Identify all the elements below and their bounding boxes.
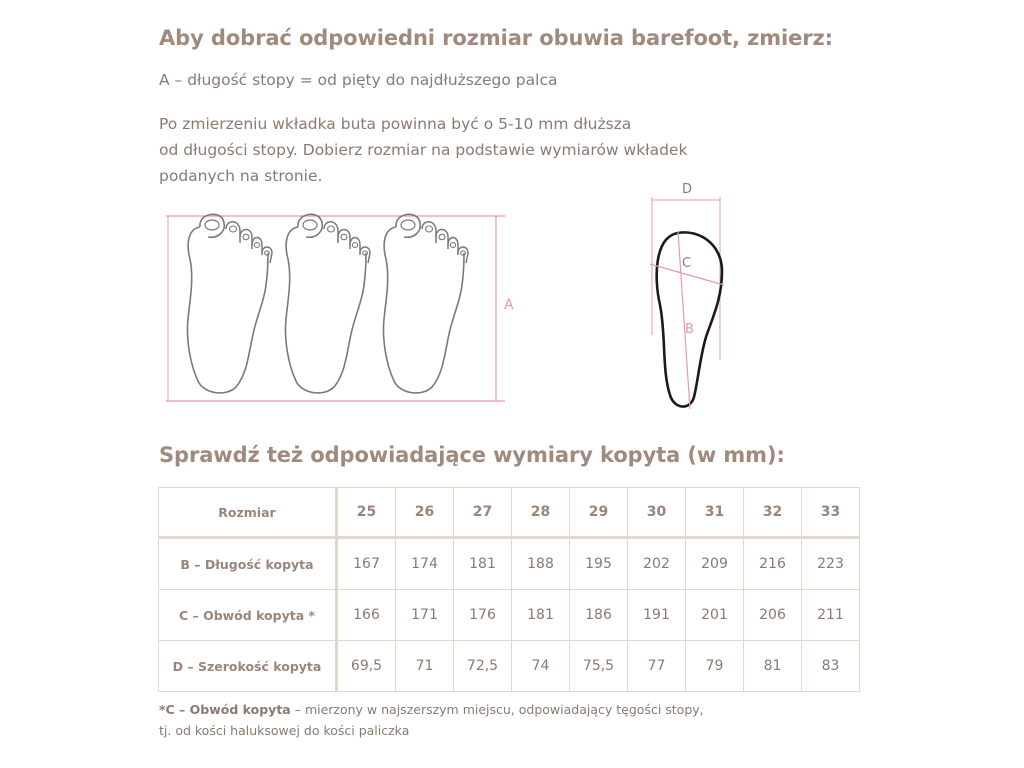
value-cell: 69,5 (337, 641, 396, 692)
table-row (159, 538, 860, 590)
table-heading: Sprawdź też odpowiadające wymiary kopyta (w mm): (159, 443, 785, 467)
value-cell: 174 (396, 538, 454, 590)
label-b: B (685, 322, 694, 337)
instruction-line: podanych na stronie. (159, 167, 323, 185)
value-cell: 181 (512, 590, 570, 641)
header-label: Rozmiar (159, 488, 337, 538)
value-cell: 206 (744, 590, 802, 641)
label-c: C (682, 256, 692, 271)
instruction-text (159, 111, 859, 189)
size-cell: 30 (628, 488, 686, 538)
foot-outline (187, 214, 272, 393)
size-cell: 31 (686, 488, 744, 538)
value-cell: 75,5 (570, 641, 628, 692)
size-cell: 33 (802, 488, 860, 538)
row-label: D – Szerokość kopyta (159, 641, 337, 692)
main-heading: Aby dobrać odpowiedni rozmiar obuwia barefoot, zmierz: (159, 26, 833, 50)
label-d: D (682, 182, 693, 197)
value-cell: 216 (744, 538, 802, 590)
value-cell: 209 (686, 538, 744, 590)
footnote-term: *C – Obwód kopyta (159, 702, 291, 717)
row-label: B – Długość kopyta (159, 538, 337, 590)
size-cell: 26 (396, 488, 454, 538)
value-cell: 72,5 (454, 641, 512, 692)
value-cell: 81 (744, 641, 802, 692)
value-cell: 74 (512, 641, 570, 692)
value-cell: 201 (686, 590, 744, 641)
size-table (158, 487, 860, 692)
insole-diagram (640, 175, 740, 415)
size-cell: 28 (512, 488, 570, 538)
value-cell: 79 (686, 641, 744, 692)
value-cell: 71 (396, 641, 454, 692)
value-cell: 211 (802, 590, 860, 641)
table-row (159, 590, 860, 641)
size-cell: 27 (454, 488, 512, 538)
feet-diagram (160, 205, 520, 410)
value-cell: 167 (337, 538, 396, 590)
footnote-line: tj. od kości haluksowej do kości paliczka (159, 723, 410, 738)
foot-outline (285, 214, 370, 393)
size-cell: 29 (570, 488, 628, 538)
row-label: C – Obwód kopyta * (159, 590, 337, 641)
value-cell: 191 (628, 590, 686, 641)
measure-a-text: A – długość stopy = od pięty do najdłuższego palca (159, 71, 558, 89)
value-cell: 186 (570, 590, 628, 641)
value-cell: 202 (628, 538, 686, 590)
size-cell: 25 (337, 488, 396, 538)
value-cell: 181 (454, 538, 512, 590)
value-cell: 195 (570, 538, 628, 590)
table-header-row (159, 488, 860, 538)
table-row (159, 641, 860, 692)
label-a: A (504, 297, 514, 313)
instruction-line: od długości stopy. Dobierz rozmiar na podstawie wymiarów wkładek (159, 141, 688, 159)
value-cell: 223 (802, 538, 860, 590)
footnote (159, 699, 704, 741)
size-cell: 32 (744, 488, 802, 538)
value-cell: 171 (396, 590, 454, 641)
foot-outline (383, 214, 468, 393)
value-cell: 77 (628, 641, 686, 692)
value-cell: 83 (802, 641, 860, 692)
value-cell: 188 (512, 538, 570, 590)
value-cell: 176 (454, 590, 512, 641)
footnote-text: – mierzony w najszerszym miejscu, odpowiadający tęgości stopy, (290, 702, 704, 717)
footnote-line (159, 699, 704, 720)
value-cell: 166 (337, 590, 396, 641)
instruction-line: Po zmierzeniu wkładka buta powinna być o 5-10 mm dłuższa (159, 115, 632, 133)
